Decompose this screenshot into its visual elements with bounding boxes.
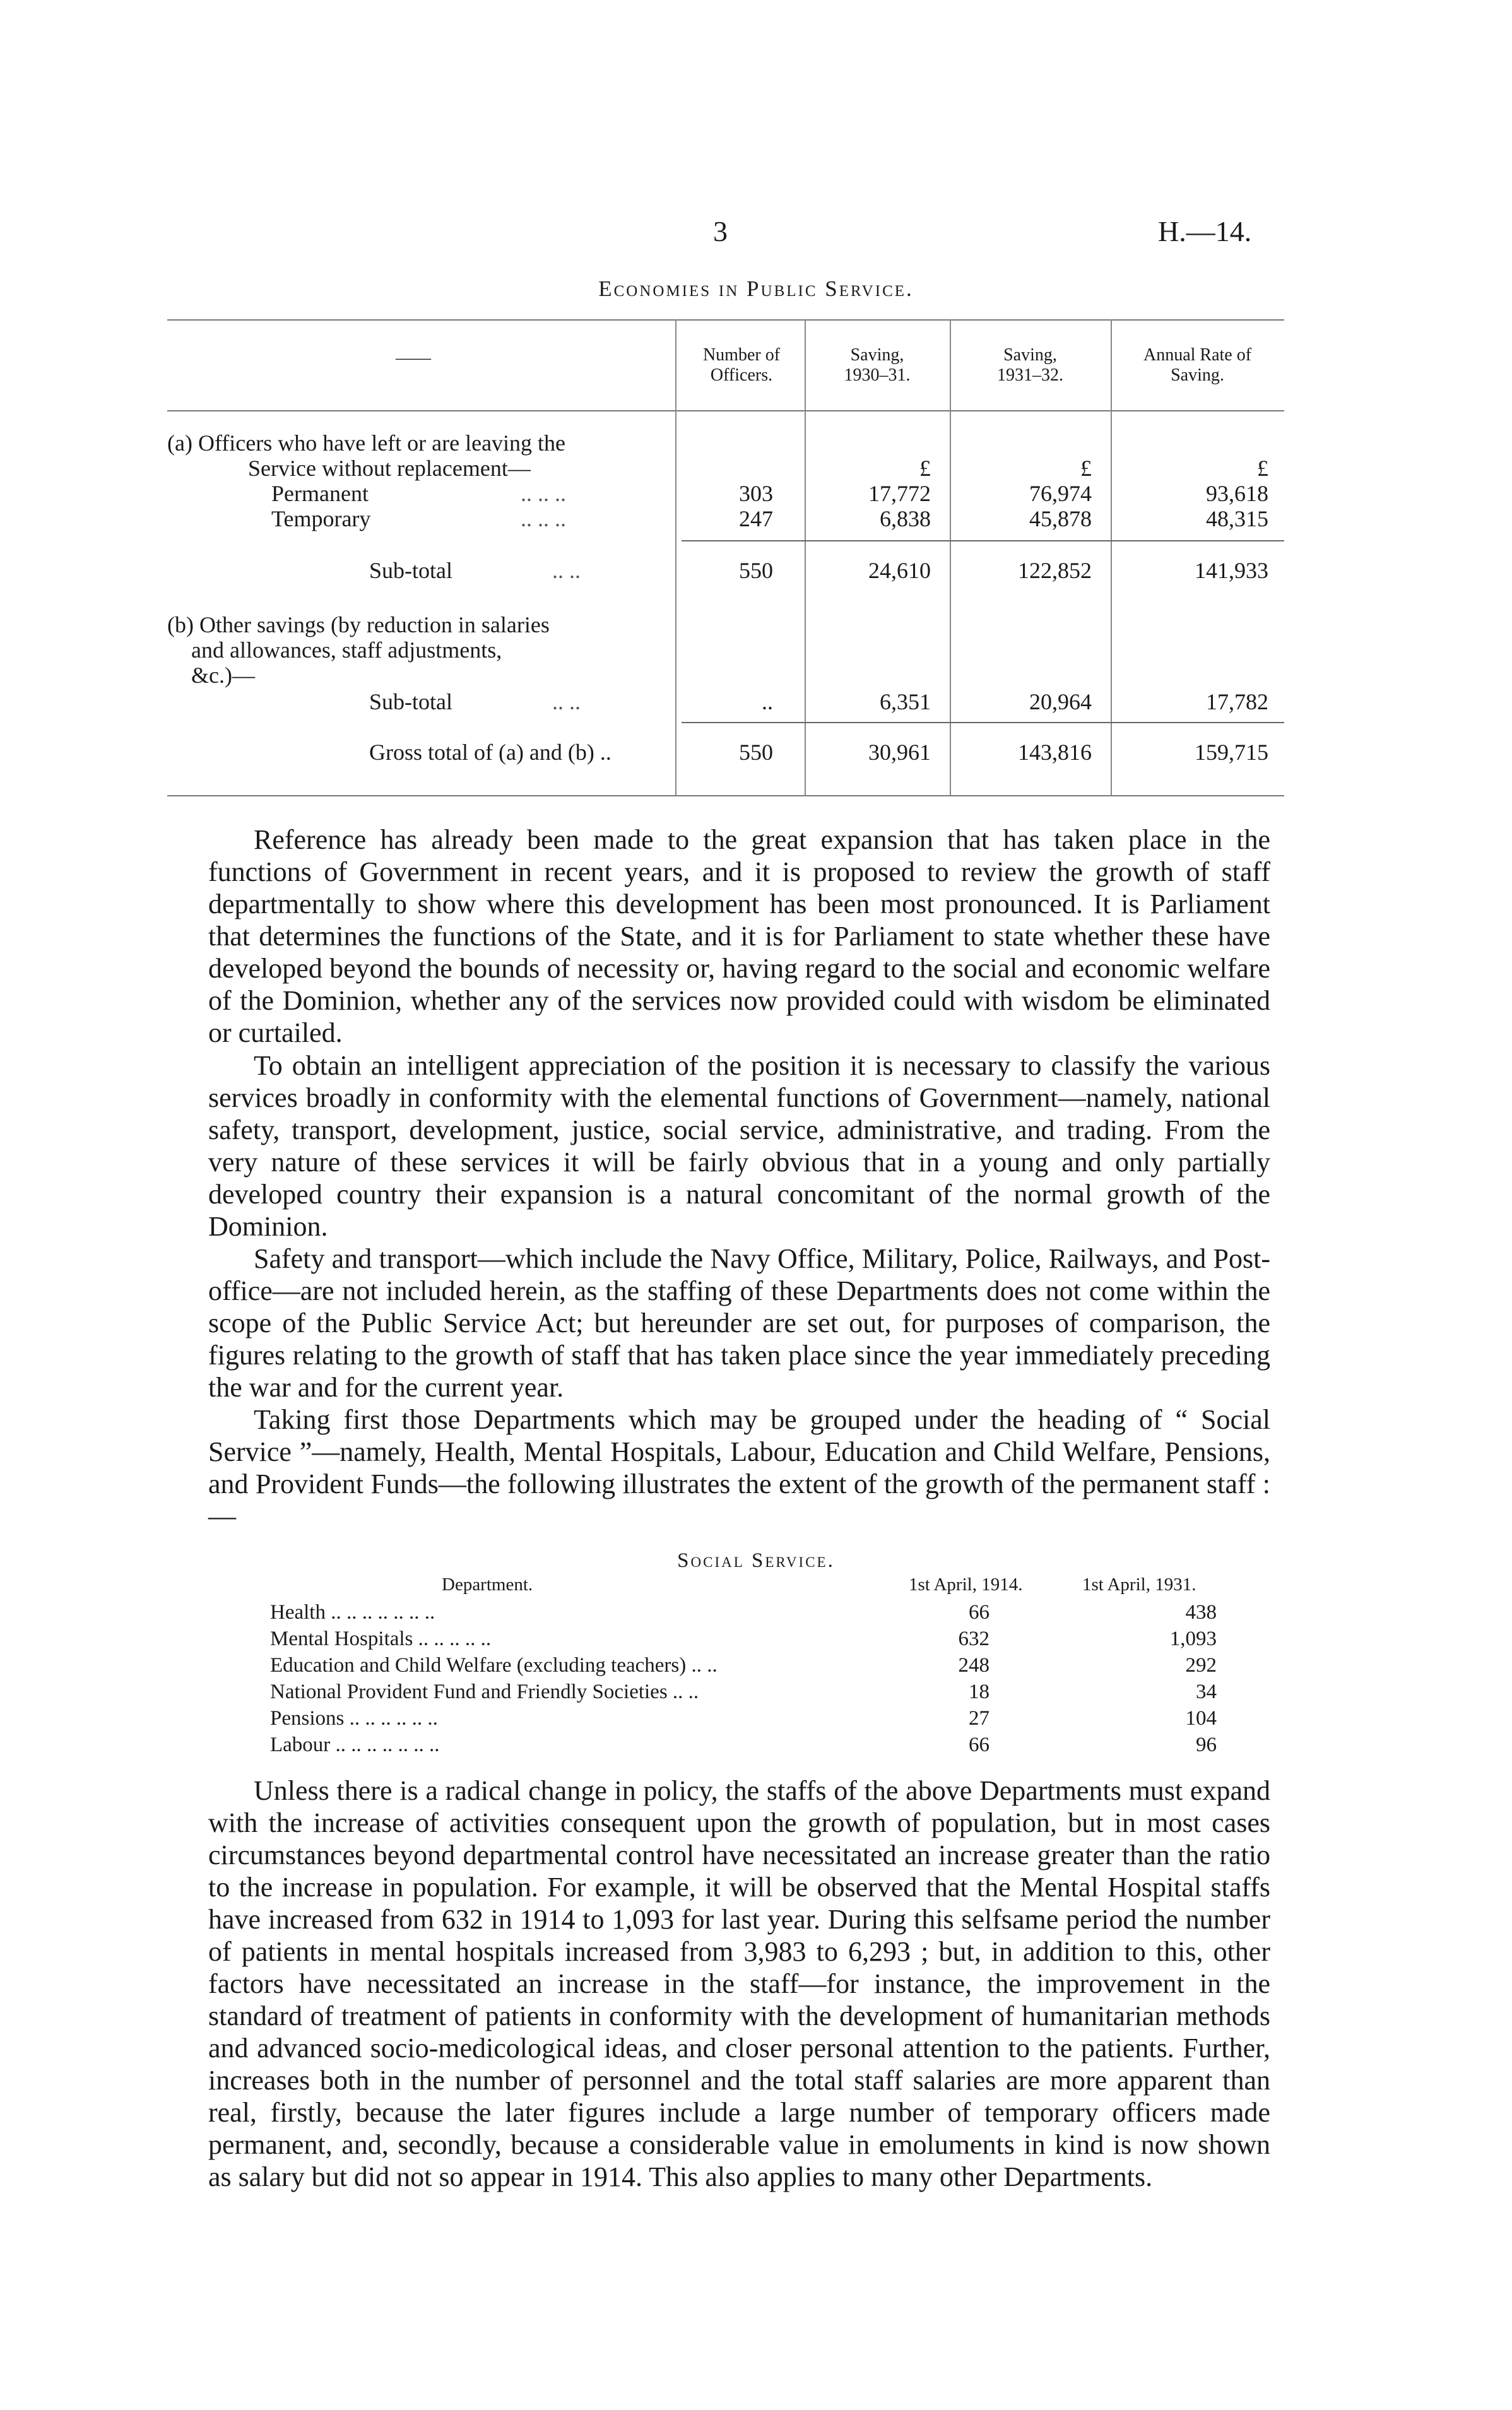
header-saving-1931-line2: 1931–32. [997,365,1063,385]
staff-1914: 18 [969,1681,989,1703]
header-saving-1930 [805,345,950,386]
row-label-subtotal-a: Sub-total [369,558,452,583]
subtotal-a-saving-1930: 24,610 [868,558,931,583]
section-b-line3: &c.)— [191,663,255,688]
staff-1931: 96 [1196,1734,1217,1756]
header-annual-rate-line1: Annual Rate of [1143,345,1252,365]
section-b-line2: and allowances, staff adjustments, [191,637,502,663]
row-label-gross-total: Gross total of (a) and (b) .. [369,740,611,765]
row-label-permanent: Permanent [271,481,369,506]
header-annual-rate [1111,345,1284,386]
header-department: Department. [442,1574,533,1595]
temporary-officers: 247 [739,506,773,531]
leader-dots: .. .. .. [521,506,566,531]
document-reference: H.—14. [1158,215,1252,247]
header-saving-1930-line2: 1930–31. [844,365,911,385]
header-officers-line2: Officers. [710,365,773,385]
header-april-1931: 1st April, 1931. [1082,1574,1196,1595]
staff-1914: 66 [969,1734,989,1756]
table-row [270,1599,1255,1626]
leader-dots: .. .. .. [521,481,566,506]
table-row [270,1705,1255,1732]
subtotal-b-saving-1931: 20,964 [1029,689,1092,714]
subtotal-a-annual-rate: 141,933 [1195,558,1268,583]
currency-symbol: £ [919,456,931,481]
column-divider [1111,319,1112,795]
gross-officers: 550 [739,740,773,765]
currency-symbol: £ [1080,456,1092,481]
staff-1931: 104 [1185,1707,1217,1730]
header-april-1914: 1st April, 1914. [909,1574,1023,1595]
temporary-saving-1930: 6,838 [880,506,931,531]
subtotal-b-annual-rate: 17,782 [1206,689,1268,714]
leader-dots: .. .. [552,558,581,583]
department-name: Health .. .. .. .. .. .. .. [270,1601,435,1624]
section-a-heading: (a) Officers who have left or are leaving the [167,430,566,456]
row-label-temporary: Temporary [271,506,371,531]
temporary-annual-rate: 48,315 [1206,506,1268,531]
header-annual-rate-line2: Saving. [1171,365,1224,385]
temporary-saving-1931: 45,878 [1029,506,1092,531]
permanent-saving-1931: 76,974 [1029,481,1092,506]
staff-1931: 34 [1196,1681,1217,1703]
gross-saving-1930: 30,961 [868,740,931,765]
table-row [270,1626,1255,1652]
subtotal-rule [682,540,1284,541]
paragraph-reference: Reference has already been made to the great expansion that has taken place in the functions of Government in recent years, and it is proposed to review the growth of staff departmentally to show where this development has been most pronounced. It is Parliament that determines the functions of the State, and it is for Parliament to state whether these have developed beyond the bounds of necessity or, having regard to the social and economic welfare of the Dominion, whether any of the services now provided could with wisdom be eliminated or curtailed. [208,824,1270,1048]
paragraph-intelligent-appreciation: To obtain an intelligent appreciation of the position it is necessary to classify the various services broadly in conformity with the elemental functions of Government—namely, national safety, transport, development, justice, social service, administrative, and trading. From the very nature of these services it will be fairly obvious that in a young and only partially developed country their expansion is a natural concomitant of the normal growth of the Dominion. [208,1050,1270,1242]
staff-1914: 27 [969,1707,989,1730]
subtotal-a-saving-1931: 122,852 [1018,558,1092,583]
paragraph-radical-change: Unless there is a radical change in policy, the staffs of the above Departments must expand with the increase of activities consequent upon the growth of population, but in most cases circumstances beyond departmental control have necessitated an increase greater than the ratio to the increase in population. For example, it will be observed that the Mental Hospital staffs have increased from 632 in 1914 to 1,093 for last year. During this selfsame period the number of patients in mental hospitals increased from 3,983 to 6,293 ; but, in addition to this, other factors have necessitated an increase in the staff—for instance, the improvement in the standard of treatment of patients in conformity with the development of humanitarian methods and advanced socio-medicological ideas, and closer personal attention to the patients. Further, increases both in the number of personnel and the total staff salaries are more apparent than real, firstly, because the later figures include a large number of temporary officers made permanent, and, secondly, because a considerable value in emoluments in kind is now shown as salary but did not so appear in 1914. This also applies to many other Departments. [208,1775,1270,2192]
permanent-annual-rate: 93,618 [1206,481,1268,506]
table-header-rule [167,410,1284,411]
gross-annual-rate: 159,715 [1195,740,1268,765]
header-saving-1931-line1: Saving, [1003,345,1057,365]
row-label-subtotal-b: Sub-total [369,689,452,714]
staff-1931: 438 [1185,1601,1217,1624]
column-divider [805,319,806,795]
staff-1914: 66 [969,1601,989,1624]
staff-1931: 292 [1185,1654,1217,1677]
permanent-officers: 303 [739,481,773,506]
department-name: Education and Child Welfare (excluding teachers) .. .. [270,1654,718,1677]
subtotal-a-officers: 550 [739,558,773,583]
social-service-table-title: Social Service. [677,1549,835,1572]
table-row [270,1652,1255,1679]
staff-1914: 632 [958,1627,989,1650]
page-number: 3 [713,215,728,247]
paragraph-social-service-intro: Taking first those Departments which may be grouped under the heading of “ Social Service ”—namely, Health, Mental Hospitals, Labour, Education and Child Welfare, Pensions, and Provident Funds—the following illustrates the extent of the growth of the permanent staff :— [208,1404,1270,1532]
table-top-rule [167,319,1284,321]
department-name: Pensions .. .. .. .. .. .. [270,1707,438,1730]
gross-saving-1931: 143,816 [1018,740,1092,765]
header-saving-1931 [950,345,1111,386]
currency-symbol: £ [1257,456,1268,481]
header-blank: —— [396,348,431,368]
header-saving-1930-line1: Saving, [850,345,904,365]
section-b-heading: (b) Other savings (by reduction in salaries [167,612,550,637]
department-name: Mental Hospitals .. .. .. .. .. [270,1627,492,1650]
subtotal-b-officers: .. [762,689,773,714]
staff-1931: 1,093 [1169,1627,1217,1650]
gross-total-rule [682,722,1284,723]
department-name: Labour .. .. .. .. .. .. .. [270,1734,440,1756]
table-row [270,1732,1255,1758]
section-a-subheading: Service without replacement— [248,456,531,481]
column-divider [950,319,951,795]
table-row [270,1679,1255,1705]
staff-1914: 248 [958,1654,989,1677]
header-officers [678,345,805,386]
subtotal-b-saving-1930: 6,351 [880,689,931,714]
department-name: National Provident Fund and Friendly Societies .. .. [270,1681,699,1703]
economies-table [167,310,1284,809]
paragraph-safety-transport: Safety and transport—which include the Navy Office, Military, Police, Railways, and Post-office—are not included herein, as the staffing of these Departments does not come within the scope of the Public Service Act; but hereunder are set out, for purposes of comparison, the figures relating to the growth of staff that has taken place since the year immediately preceding the war and for the current year. [208,1243,1270,1403]
table-bottom-rule [167,795,1284,796]
leader-dots: .. .. [552,689,581,714]
economies-table-title: Economies in Public Service. [598,276,914,301]
permanent-saving-1930: 17,772 [868,481,931,506]
header-officers-line1: Number of [702,345,781,365]
column-divider [675,319,676,795]
